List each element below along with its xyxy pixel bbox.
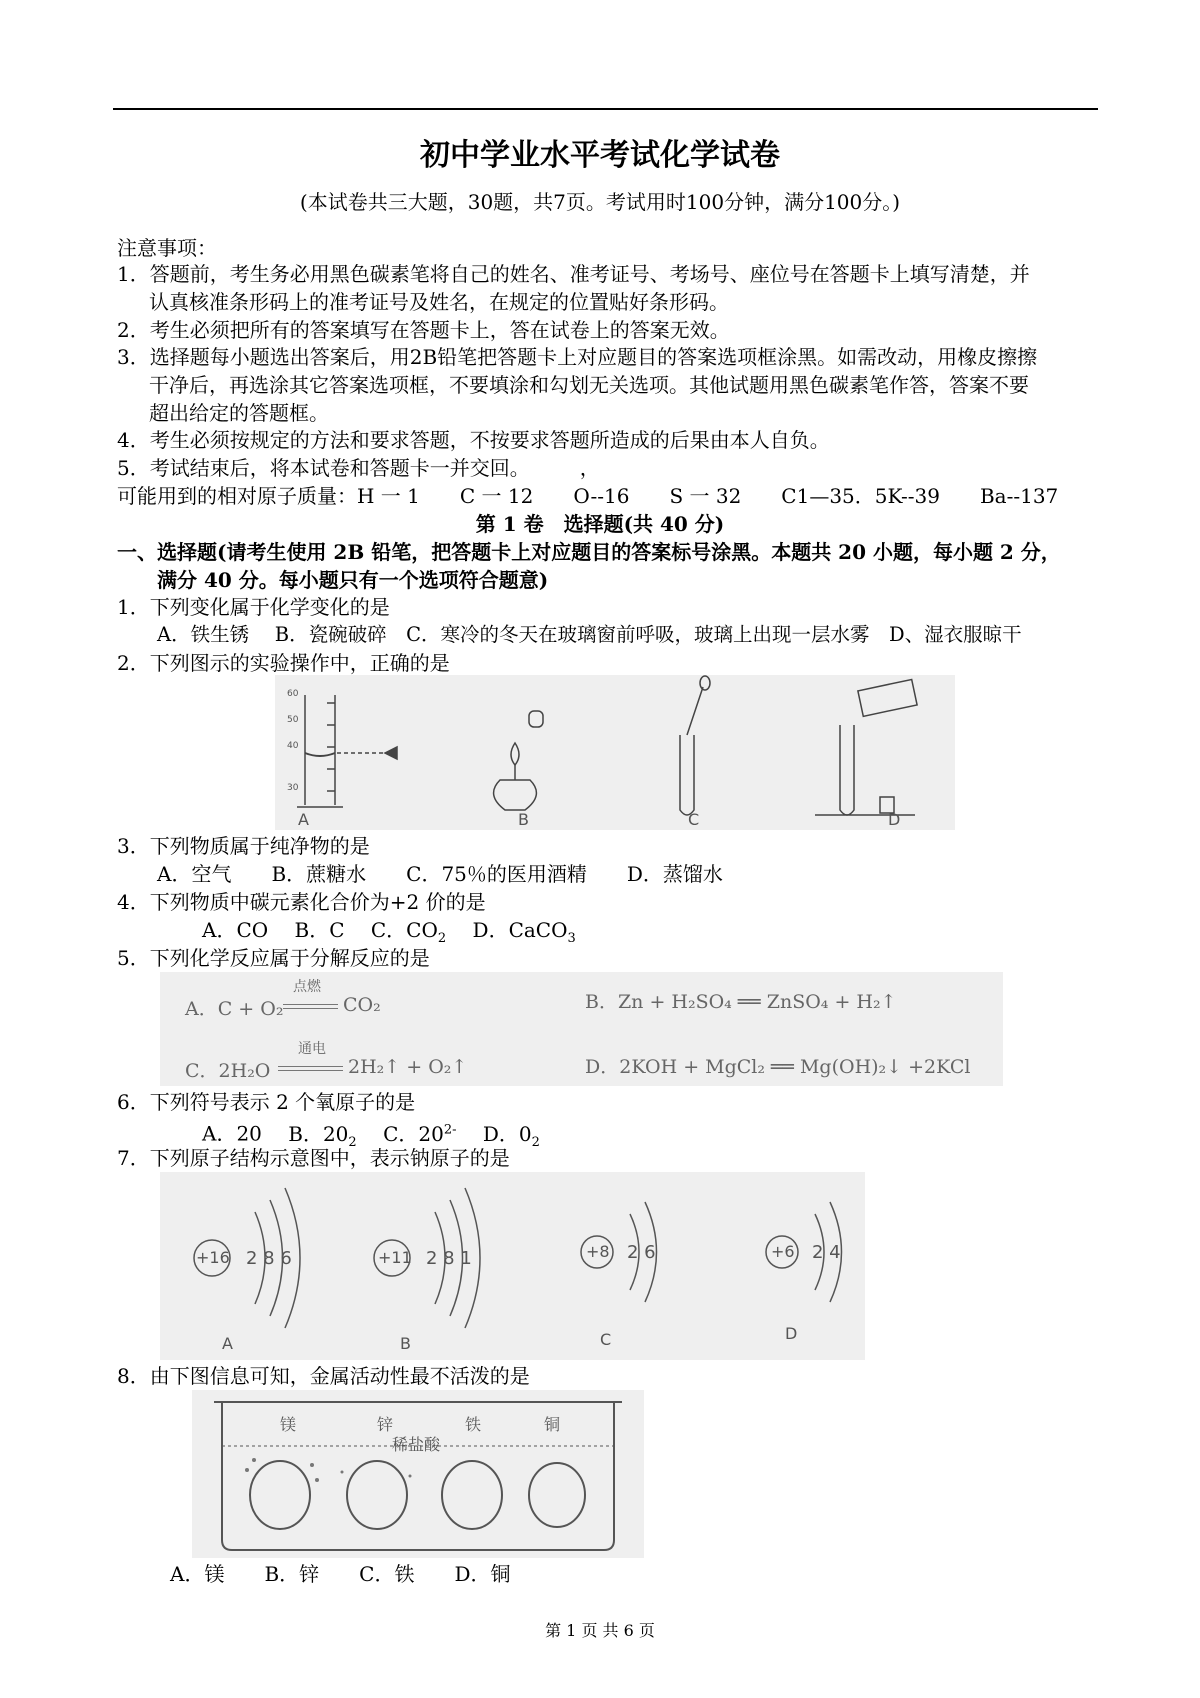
eq-c-condition: 通电 — [298, 1041, 326, 1057]
metal-label-cu: 铜 — [544, 1415, 561, 1434]
question-8-options: A．镁 B．锌 C．铁 D．铜 — [170, 1562, 511, 1586]
atom-c-nucleus: +8 — [586, 1242, 610, 1261]
lab-operations-figure — [275, 675, 955, 830]
part-title: 一、选择题(请考生使用 2B 铅笔，把答题卡上对应题目的答案标号涂黑。本题共 20 小题，每小题 2 分， — [117, 540, 1061, 564]
beaker-drawing — [192, 1390, 644, 1558]
fig2-tick-60: 60 — [287, 689, 299, 699]
q6-option-d: D．$0_2$ — [482, 1121, 540, 1150]
atom-b-label: B — [400, 1334, 411, 1353]
lab-operations-drawing — [275, 675, 955, 830]
fig2-label-d: D — [888, 810, 901, 829]
question-1-stem: 1．下列变化属于化学变化的是 — [117, 595, 390, 619]
note-3-cont-2: 超出给定的答题框。 — [149, 401, 329, 425]
atom-d-label: D — [785, 1324, 798, 1343]
fig2-label-c: C — [688, 810, 700, 829]
note-1-cont: 认真核准条形码上的准考证号及姓名，在规定的位置贴好条形码。 — [149, 290, 729, 314]
eq-a-right: CO₂ — [343, 994, 381, 1016]
note-4: 4．考生必须按规定的方法和要求答题，不按要求答题所造成的后果由本人自负。 — [117, 428, 830, 452]
acid-label: 稀盐酸 — [392, 1435, 441, 1454]
fig2-tick-50: 50 — [287, 715, 299, 725]
top-rule — [113, 108, 1098, 110]
note-5: 5．考试结束后，将本试卷和答题卡一并交回。 ， — [117, 456, 600, 480]
eq-c-equals — [278, 1066, 343, 1071]
q4-option-b: B．C — [294, 918, 345, 942]
page-title: 初中学业水平考试化学试卷 — [420, 138, 780, 173]
question-3-stem: 3．下列物质属于纯净物的是 — [117, 834, 370, 858]
eq-c-left: C．2H₂O — [185, 1060, 271, 1082]
question-6-stem: 6．下列符号表示 2 个氧原子的是 — [117, 1090, 416, 1114]
q6-option-a: A．20 — [202, 1121, 262, 1146]
page-number: 第 1 页 共 6 页 — [545, 1621, 655, 1640]
fig2-label-b: B — [518, 810, 529, 829]
eq-a-equals — [283, 1004, 338, 1009]
page-subtitle: (本试卷共三大题，30题，共7页。考试用时100分钟，满分100分。) — [299, 190, 901, 214]
reactions-figure — [160, 972, 1003, 1086]
atom-c-label: C — [600, 1330, 612, 1349]
notes-heading: 注意事项： — [117, 236, 217, 260]
question-5-stem: 5．下列化学反应属于分解反应的是 — [117, 946, 430, 970]
atomic-masses: 可能用到的相对原子质量：H 一 1 C 一 12 O--16 S 一 32 C1—35．5K--39 Ba--137 — [117, 484, 1059, 508]
metal-label-fe: 铁 — [465, 1415, 482, 1434]
note-2: 2．考生必须把所有的答案填写在答题卡上，答在试卷上的答案无效。 — [117, 318, 730, 342]
fig2-tick-30: 30 — [287, 783, 299, 793]
question-8-stem: 8．由下图信息可知，金属活动性最不活泼的是 — [117, 1364, 530, 1388]
q4-option-a: A．CO — [202, 918, 269, 942]
q4-option-d: D．CaCO$_3$ — [472, 918, 576, 946]
atom-structures-figure — [160, 1172, 865, 1360]
q6-option-c: C．$20^{2-}$ — [383, 1121, 457, 1146]
eq-a-condition: 点燃 — [293, 979, 321, 995]
atom-b-shells: 2 8 1 — [426, 1248, 472, 1269]
fig2-tick-40: 40 — [287, 741, 299, 751]
eq-c-right: 2H₂↑ + O₂↑ — [348, 1056, 468, 1078]
metal-label-zn: 锌 — [377, 1415, 394, 1434]
question-7-stem: 7．下列原子结构示意图中，表示钠原子的是 — [117, 1146, 510, 1170]
eq-b: B．Zn + H₂SO₄ ══ ZnSO₄ + H₂↑ — [585, 991, 897, 1013]
atom-a-label: A — [222, 1334, 233, 1353]
metal-label-mg: 镁 — [280, 1415, 297, 1434]
q4-option-c: C．$CO_2$ — [370, 918, 447, 946]
atom-c-shells: 2 6 — [627, 1242, 656, 1263]
atom-a-shells: 2 8 6 — [246, 1248, 292, 1269]
note-1: 1．答题前，考生务必用黑色碳素笔将自己的姓名、准考证号、考场号、座位号在答题卡上填写清楚，并 — [117, 262, 1030, 286]
note-3: 3．选择题每小题选出答案后，用2B铅笔把答题卡上对应题目的答案选项框涂黑。如需改动，用橡皮擦擦 — [117, 345, 1038, 369]
note-3-cont-1: 干净后，再选涂其它答案选项框，不要填涂和勾划无关选项。其他试题用黑色碳素笔作答，答案不要 — [149, 373, 1029, 397]
eq-a-left: A．C + O₂ — [185, 998, 284, 1020]
question-1-options: A．铁生锈 B．瓷碗破碎 C．寒冷的冬天在玻璃窗前呼吸，玻璃上出现一层水雾 D、湿衣服晾干 — [157, 623, 1022, 646]
question-4-stem: 4．下列物质中碳元素化合价为+2 价的是 — [117, 890, 486, 914]
volume-title: 第 1 卷 选择题(共 40 分) — [475, 512, 725, 536]
atom-b-nucleus: +11 — [378, 1248, 412, 1267]
eq-d: D．2KOH + MgCl₂ ══ Mg(OH)₂↓ +2KCl — [585, 1056, 971, 1078]
question-2-stem: 2．下列图示的实验操作中，正确的是 — [117, 651, 450, 675]
question-3-options: A．空气 B．蔗糖水 C．75％的医用酒精 D．蒸馏水 — [157, 862, 723, 886]
metal-activity-figure — [192, 1390, 644, 1558]
q6-option-b: B．$20_2$ — [288, 1121, 357, 1150]
part-title-cont: 满分 40 分。每小题只有一个选项符合题意) — [157, 568, 549, 592]
atom-a-nucleus: +16 — [196, 1248, 230, 1267]
fig2-label-a: A — [298, 810, 309, 829]
atom-d-shells: 2 4 — [812, 1242, 841, 1263]
atom-d-nucleus: +6 — [771, 1242, 795, 1261]
